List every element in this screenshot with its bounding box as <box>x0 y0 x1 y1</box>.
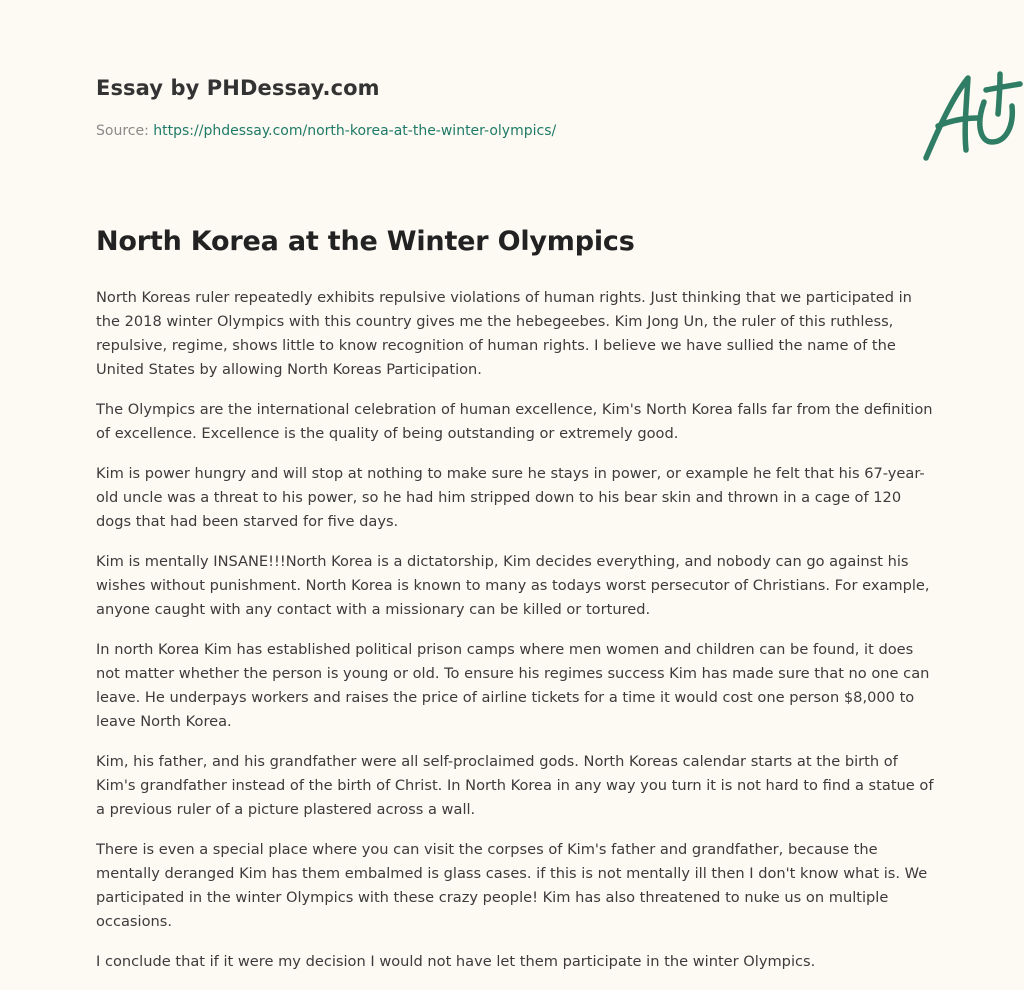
source-label: Source: <box>96 123 149 139</box>
essay-paragraph: North Koreas ruler repeatedly exhibits repulsive violations of human rights. Just thinking that we participated in the 2018 winter Olympics with this country gives me the hebegeebes. Kim Jong Un, the ruler of this ruthless, repulsive, regime, shows little to know recognition of human rights. I believe we have sullied the name of the United States by allowing North Koreas Participation. <box>96 289 912 378</box>
essay-paragraph: I conclude that if it were my decision I would not have let them participate in the winter Olympics. <box>96 953 816 970</box>
essay-paragraph: There is even a special place where you can visit the corpses of Kim's father and grandfather, because the mentally deranged Kim has them embalmed is glass cases. if this is not mentally ill then I don't know what is. We participated in the winter Olympics with these crazy people! Kim has also threatened to nuke us on multiple occasions. <box>96 841 928 930</box>
essay-paragraph: In north Korea Kim has established political prison camps where men women and children can be found, it does not matter whether the person is young or old. To ensure his regimes success Kim has made sure that no one can leave. He underpays workers and raises the price of airline tickets for a time it would cost one person $8,000 to leave North Korea. <box>96 641 930 730</box>
brand-title: Essay by PHDessay.com <box>96 76 380 100</box>
essay-paragraph: Kim is mentally INSANE!!!North Korea is a dictatorship, Kim decides everything, and nobody can go against his wishes without punishment. North Korea is known to many as todays worst persecutor of Christians. For example, anyone caught with any contact with a missionary can be killed or tortured. <box>96 553 930 618</box>
source-link[interactable]: https://phdessay.com/north-korea-at-the-winter-olympics/ <box>153 123 557 139</box>
a-plus-logo-icon <box>918 68 1024 164</box>
source-line <box>96 123 556 139</box>
essay-paragraph: The Olympics are the international celebration of human excellence, Kim's North Korea falls far from the definition of excellence. Excellence is the quality of being outstanding or extremely good. <box>96 401 933 442</box>
essay-paragraph: Kim, his father, and his grandfather were all self-proclaimed gods. North Koreas calendar starts at the birth of Kim's grandfather instead of the birth of Christ. In North Korea in any way you turn it is not hard to find a statue of a previous ruler of a picture plastered across a wall. <box>96 753 934 818</box>
essay-title: North Korea at the Winter Olympics <box>96 226 635 257</box>
essay-paragraph: Kim is power hungry and will stop at nothing to make sure he stays in power, or example he felt that his 67-year-old uncle was a threat to his power, so he had him stripped down to his bear skin and thrown in a cage of 120 dogs that had been starved for five days. <box>96 465 925 530</box>
essay-body <box>96 286 936 990</box>
